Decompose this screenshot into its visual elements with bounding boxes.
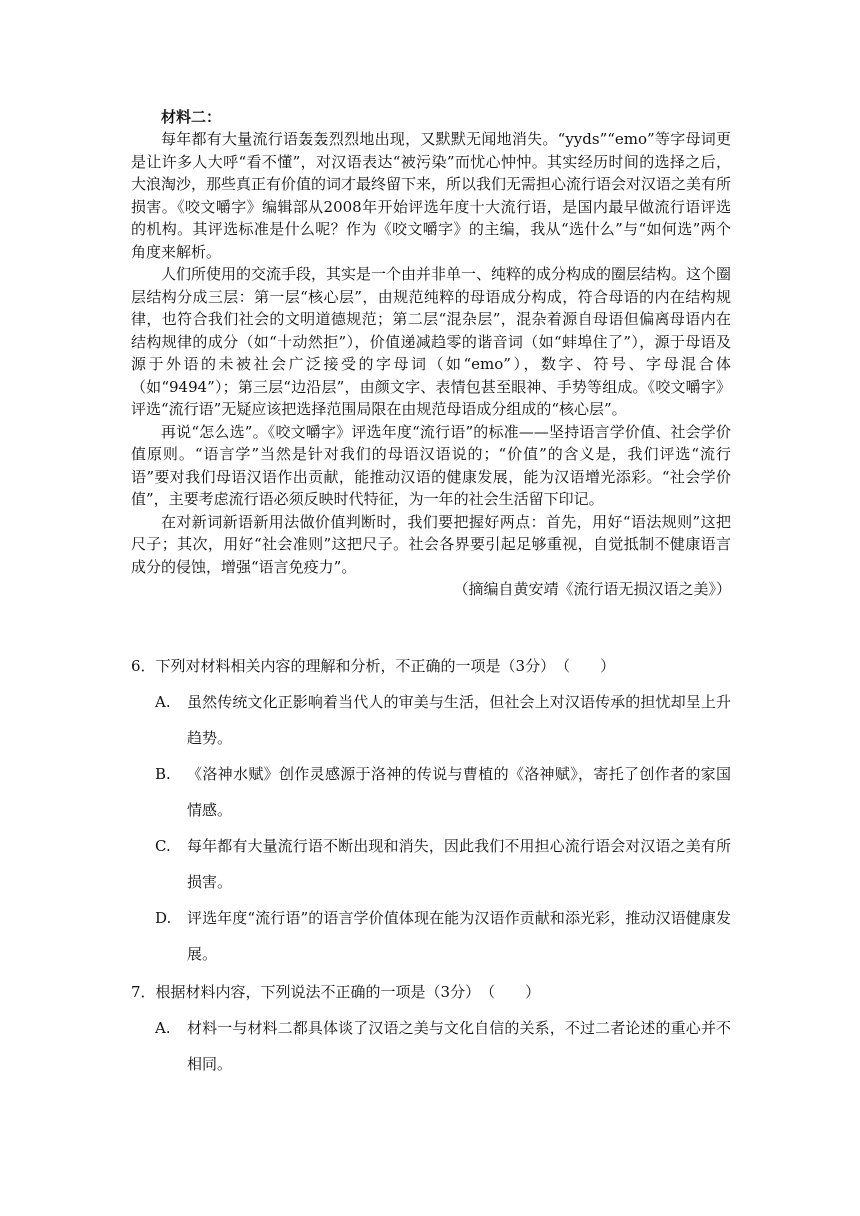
option-a xyxy=(155,684,731,756)
option-key: A. xyxy=(155,1019,171,1037)
option-key: C. xyxy=(155,837,171,855)
option-text: 虽然传统文化正影响着当代人的审美与生活，但社会上对汉语传承的担忧却呈上升趋势。 xyxy=(187,693,731,747)
option-c xyxy=(155,828,731,900)
paragraph: 人们所使用的交流手段，其实是一个由并非单一、纯粹的成分构成的圈层结构。这个圈层结构分成三层：第一层“核心层”，由规范纯粹的母语成分构成，符合母语的内在结构规律，也符合我们社会的文明道德规范；第二层“混杂层”，混杂着源自母语但偏离母语内在结构规律的成分（如“十动然拒”），价值递减趋零的谐音词（如“蚌埠住了”），源于母语及源于外语的未被社会广泛接受的字母词（如“emo”），数字、符号、字母混合体（如“9494”）；第三层“边沿层”，由颜文字、表情包甚至眼神、手势等组成。《咬文嚼字》评选“流行语”无疑应该把选择范围局限在由规范母语成分组成的“核心层”。 xyxy=(131,265,732,418)
question-list xyxy=(131,648,731,1082)
option-b xyxy=(155,756,731,828)
paragraph: 每年都有大量流行语轰轰烈烈地出现，又默默无闻地消失。“yyds”“emo”等字母词更是让许多人大呼“看不懂”，对汉语表达“被污染”而忧心忡忡。其实经历时间的选择之后，大浪淘沙，那些真正有价值的词才最终留下来，所以我们无需担心流行语会对汉语之美有所损害。《咬文嚼字》编辑部从2008年开始评选年度十大流行语，是国内最早做流行语评选的机构。其评选标准是什么呢？作为《咬文嚼字》的主编，我从“选什么”与“如何选”两个角度来解析。 xyxy=(131,130,732,261)
option-key: D. xyxy=(155,909,172,927)
answer-blank: （ ） xyxy=(480,983,541,1001)
question-stem xyxy=(131,648,731,684)
question-stem-text: 7．根据材料内容，下列说法不正确的一项是（3分） xyxy=(131,983,481,1001)
answer-blank: （ ） xyxy=(555,657,616,675)
paragraph: 再说“怎么选”。《咬文嚼字》评选年度“流行语”的标准——坚持语言学价值、社会学价值原则。“语言学”当然是针对我们的母语汉语说的；“价值”的含义是，我们评选“流行语”要对我们母语汉语作出贡献，能推动汉语的健康发展，能为汉语增光添彩。“社会学价值”，主要考虑流行语必须反映时代特征，为一年的社会生活留下印记。 xyxy=(131,422,731,508)
paragraph: 在对新词新语新用法做价值判断时，我们要把握好两点：首先，用好“语法规则”这把尺子；其次，用好“社会准则”这把尺子。社会各界要引起足够重视，自觉抵制不健康语言成分的侵蚀，增强“语言免疫力”。 xyxy=(131,512,731,576)
option-text: 评选年度“流行语”的语言学价值体现在能为汉语作贡献和添光彩，推动汉语健康发展。 xyxy=(187,909,731,963)
option-d xyxy=(155,900,731,972)
option-text: 材料一与材料二都具体谈了汉语之美与文化自信的关系，不过二者论述的重心并不相同。 xyxy=(187,1019,731,1073)
question-stem-text: 6．下列对材料相关内容的理解和分析，不正确的一项是（3分） xyxy=(131,657,556,675)
option-key: B. xyxy=(155,765,171,783)
source-citation: （摘编自黄安靖《流行语无损汉语之美》） xyxy=(453,580,731,598)
question-stem xyxy=(131,974,731,1010)
material-two xyxy=(131,106,731,601)
option-key: A. xyxy=(155,693,171,711)
option-text: 每年都有大量流行语不断出现和消失，因此我们不用担心流行语会对汉语之美有所损害。 xyxy=(187,837,731,891)
question-6 xyxy=(131,648,731,972)
option-text: 《洛神水赋》创作灵感源于洛神的传说与曹植的《洛神赋》，寄托了创作者的家国情感。 xyxy=(187,765,731,819)
material-title: 材料二： xyxy=(161,108,222,126)
option-a xyxy=(155,1010,731,1082)
question-7 xyxy=(131,974,731,1082)
